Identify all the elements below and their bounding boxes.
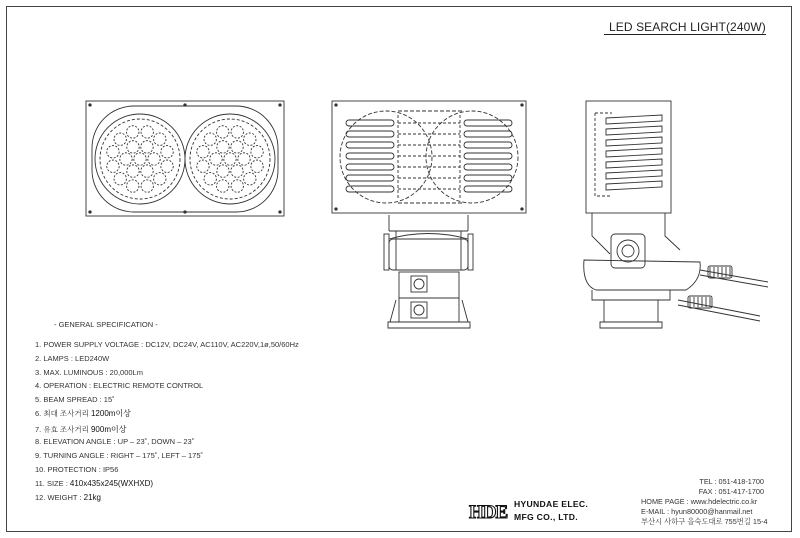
spec-value: 900m이상 — [90, 425, 127, 434]
spec-value: UP – 23˚, DOWN – 23˚ — [117, 437, 195, 446]
led-lens — [217, 141, 229, 153]
led-lens — [127, 126, 139, 138]
spec-value: 21kg — [83, 493, 101, 502]
fin — [464, 131, 512, 137]
side-fin — [606, 170, 662, 179]
spec-label: 8. ELEVATION ANGLE : — [35, 437, 118, 446]
spec-label: 4. OPERATION : — [35, 381, 94, 390]
led-lens — [197, 160, 209, 172]
led-lens — [127, 180, 139, 192]
spec-item — [35, 368, 143, 377]
left-lens-inner — [100, 119, 180, 199]
led-lens — [217, 126, 229, 138]
spec-value: 1200m이상 — [90, 409, 131, 418]
spec-value: RIGHT – 175˚, LEFT – 175˚ — [110, 451, 203, 460]
left-yoke-arm — [384, 234, 389, 270]
spec-label: 5. BEAM SPREAD : — [35, 395, 104, 404]
spec-label: 10. PROTECTION : — [35, 465, 103, 474]
led-lens — [244, 173, 256, 185]
spec-label: 2. LAMPS : — [35, 354, 76, 363]
right-yoke-arm — [468, 234, 473, 270]
spec-item — [35, 437, 194, 446]
led-lens — [107, 146, 119, 158]
spec-item — [35, 465, 118, 474]
side-fin — [606, 137, 662, 146]
left-led-array — [107, 126, 173, 192]
fin — [464, 153, 512, 159]
spec-item — [35, 354, 109, 363]
spec-value: 20,000Lm — [109, 368, 143, 377]
spec-value: ELECTRIC REMOTE CONTROL — [93, 381, 204, 390]
spec-item — [35, 493, 101, 502]
led-lens — [217, 180, 229, 192]
drawing-title: LED SEARCH LIGHT(240W) — [609, 20, 766, 34]
led-lens — [231, 126, 243, 138]
side-view — [584, 101, 768, 328]
led-lens — [251, 160, 263, 172]
spec-item — [35, 340, 299, 349]
spec-item — [35, 408, 131, 419]
fin — [346, 175, 394, 181]
led-lens — [114, 173, 126, 185]
led-lens — [197, 146, 209, 158]
company-email: E-MAIL : hyun80000@hanmail.net — [641, 507, 753, 516]
led-lens — [141, 180, 153, 192]
led-lens — [210, 153, 222, 165]
spec-value: DC12V, DC24V, AC110V, AC220V,1ø,50/60Hz — [145, 340, 299, 349]
spec-label: 7. 유효 조사거리 — [35, 425, 91, 434]
logo-mark-text: HDE — [469, 502, 508, 523]
fin — [464, 164, 512, 170]
tilt-axis-inner — [622, 245, 634, 257]
tilt-axis-block — [611, 234, 645, 268]
spec-label: 12. WEIGHT : — [35, 493, 84, 502]
led-lens — [161, 146, 173, 158]
led-lens — [204, 173, 216, 185]
connector-box-upper — [399, 272, 459, 298]
side-base — [604, 300, 658, 322]
tilt-housing — [389, 239, 468, 270]
led-lens — [127, 141, 139, 153]
side-fin — [606, 159, 662, 168]
fin — [464, 175, 512, 181]
spec-label: 6. 최대 조사거리 — [35, 409, 91, 418]
connector-upper — [411, 276, 427, 292]
fin — [346, 142, 394, 148]
spec-value: IP56 — [102, 465, 119, 474]
spec-item — [35, 424, 126, 435]
led-lens — [224, 153, 236, 165]
led-lens — [238, 153, 250, 165]
company-address: 부산시 사하구 을숙도대로 755번길 15-4 — [641, 517, 768, 526]
side-fin — [606, 115, 662, 124]
side-fin — [606, 148, 662, 157]
company-logo-mark — [468, 498, 512, 524]
cooling-fins — [346, 115, 512, 200]
right-led-array — [197, 126, 263, 192]
side-fin — [606, 126, 662, 135]
led-lens — [231, 165, 243, 177]
cable-hatching — [690, 267, 730, 307]
front-view — [86, 101, 284, 216]
led-lens — [107, 160, 119, 172]
led-lens — [231, 180, 243, 192]
left-lens-ring — [95, 114, 185, 204]
spec-item — [35, 451, 203, 460]
side-fin — [606, 181, 662, 190]
led-lens — [134, 153, 146, 165]
led-lens — [204, 133, 216, 145]
rear-view — [332, 101, 526, 328]
right-lens-ring — [185, 114, 275, 204]
spec-label: 9. TURNING ANGLE : — [35, 451, 111, 460]
led-lens — [154, 173, 166, 185]
fin — [346, 120, 394, 126]
spec-heading: - GENERAL SPECIFICATION - — [54, 320, 158, 329]
right-lens-inner — [190, 119, 270, 199]
led-lens — [161, 160, 173, 172]
fin — [346, 164, 394, 170]
company-homepage: HOME PAGE : www.hdelectric.co.kr — [641, 497, 758, 506]
led-lens — [231, 141, 243, 153]
fin — [346, 153, 394, 159]
led-lens — [127, 165, 139, 177]
led-lens — [148, 153, 160, 165]
led-lens — [141, 126, 153, 138]
spec-label: 11. SIZE : — [35, 479, 70, 488]
led-lens — [120, 153, 132, 165]
fin — [346, 131, 394, 137]
led-lens — [217, 165, 229, 177]
side-pan-body — [584, 260, 700, 290]
company-name-line1: HYUNDAE ELEC. — [514, 499, 589, 509]
fin — [464, 186, 512, 192]
spec-item — [35, 381, 203, 390]
tilt-axis-outer — [617, 240, 639, 262]
company-name-line2: MFG CO., LTD. — [514, 512, 578, 522]
led-lens — [114, 133, 126, 145]
company-tel: TEL : 051-418-1700 — [699, 477, 764, 486]
spec-item — [35, 395, 115, 404]
fin — [464, 142, 512, 148]
led-lens — [141, 141, 153, 153]
spec-item — [35, 479, 153, 488]
rear-base — [388, 322, 470, 328]
spec-value: LED240W — [75, 354, 110, 363]
spec-label: 3. MAX. LUMINOUS : — [35, 368, 110, 377]
connector-lower — [411, 302, 427, 318]
spec-value: 410x435x245(WXHXD) — [69, 479, 154, 488]
led-lens — [154, 133, 166, 145]
connector-box-lower — [399, 298, 459, 322]
company-fax: FAX : 051-417-1700 — [698, 487, 764, 496]
spec-value: 15˚ — [103, 395, 115, 404]
led-lens — [251, 146, 263, 158]
led-lens — [141, 165, 153, 177]
side-cooling-fins — [606, 115, 662, 190]
led-lens — [244, 133, 256, 145]
spec-label: 1. POWER SUPPLY VOLTAGE : — [35, 340, 146, 349]
